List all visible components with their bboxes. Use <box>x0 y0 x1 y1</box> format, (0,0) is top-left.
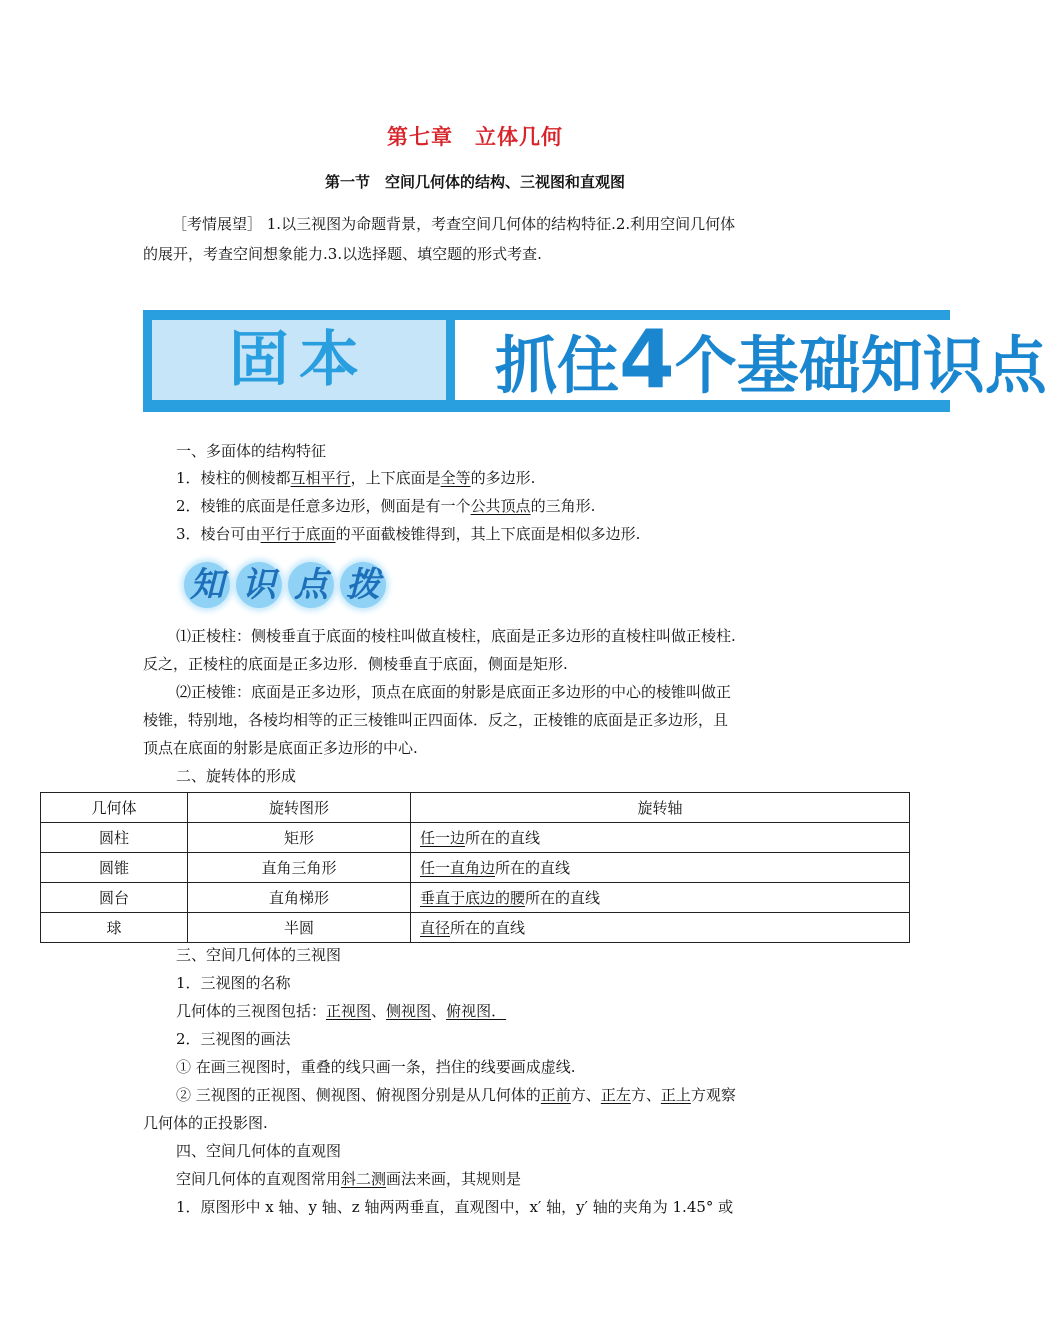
part4-heading: 四、空间几何体的直观图 <box>176 1142 342 1160</box>
tip-1-line-2: 反之，正棱柱的底面是正多边形．侧棱垂直于底面，侧面是矩形. <box>143 655 568 673</box>
tip-2-line-2: 棱锥，特别地，各棱均相等的正三棱锥叫正四面体．反之，正棱锥的底面是正多边形，且 <box>143 711 729 729</box>
table-cell-solid: 圆台 <box>41 883 188 913</box>
answer-blank: 正前 <box>540 1086 571 1104</box>
part1-item-2: 2．棱锥的底面是任意多边形，侧面是有一个公共顶点的三角形. <box>176 497 596 515</box>
answer-blank: 正视图 <box>326 1002 372 1020</box>
answer-blank: 俯视图． <box>446 1002 507 1020</box>
part3-names: 几何体的三视图包括：正视图、侧视图、俯视图． <box>176 1002 507 1020</box>
part3-rule-1: ① 在画三视图时，重叠的线只画一条，挡住的线要画成虚线. <box>176 1058 576 1076</box>
table-header-cell: 旋转图形 <box>188 793 411 823</box>
answer-blank: 平行于底面 <box>260 525 336 543</box>
table-row <box>41 913 910 943</box>
rotation-solids-table <box>40 792 910 943</box>
answer-blank: 正左 <box>600 1086 631 1104</box>
answer-blank: 正上 <box>660 1086 691 1104</box>
answer-blank: 公共顶点 <box>470 497 531 515</box>
banner-left-label: 固本 <box>152 320 446 400</box>
badge-char: 知 <box>184 562 230 608</box>
section-title: 第一节 空间几何体的结构、三视图和直观图 <box>324 173 625 191</box>
badge-char: 拨 <box>340 562 386 608</box>
table-cell-shape: 直角三角形 <box>188 853 411 883</box>
table-row <box>41 823 910 853</box>
part3-rule-2: ② 三视图的正视图、侧视图、俯视图分别是从几何体的正前方、正左方、正上方观察 <box>176 1086 736 1104</box>
table-cell-solid: 圆柱 <box>41 823 188 853</box>
table-row <box>41 883 910 913</box>
answer-blank: 直径 <box>420 919 451 937</box>
banner-right-label <box>495 313 1047 406</box>
badge-char: 识 <box>236 562 282 608</box>
tip-1-line-1: ⑴正棱柱：侧棱垂直于底面的棱柱叫做直棱柱，底面是正多边形的直棱柱叫做正棱柱. <box>176 627 736 645</box>
part3-sub-1: 1．三视图的名称 <box>176 974 291 992</box>
answer-blank: 垂直于底边的腰 <box>420 889 526 907</box>
intro-line-2: 的展开，考查空间想象能力.3.以选择题、填空题的形式考查. <box>143 245 542 263</box>
table-cell-solid: 圆锥 <box>41 853 188 883</box>
banner-text-pre: 抓住 <box>495 329 620 402</box>
section-banner <box>143 310 1047 412</box>
answer-blank: 任一边 <box>420 829 466 847</box>
banner-number: 4 <box>619 313 675 406</box>
part3-sub-2: 2．三视图的画法 <box>176 1030 291 1048</box>
part4-line-2: 1．原图形中 x 轴、y 轴、z 轴两两垂直，直观图中，x′ 轴，y′ 轴的夹角为 1.45° 或 <box>176 1198 734 1216</box>
table-cell-solid: 球 <box>41 913 188 943</box>
table-cell-axis: 垂直于底边的腰所在的直线 <box>411 883 910 913</box>
answer-blank: 任一直角边 <box>420 859 496 877</box>
tip-2-line-3: 顶点在底面的射影是底面正多边形的中心. <box>143 739 418 757</box>
table-cell-axis: 任一直角边所在的直线 <box>411 853 910 883</box>
part3-heading: 三、空间几何体的三视图 <box>176 946 342 964</box>
table-cell-axis: 任一边所在的直线 <box>411 823 910 853</box>
part3-rule-2-cont: 几何体的正投影图. <box>143 1114 268 1132</box>
answer-blank: 全等 <box>440 469 471 487</box>
table-cell-axis: 直径所在的直线 <box>411 913 910 943</box>
table-header-cell: 几何体 <box>41 793 188 823</box>
table-cell-shape: 半圆 <box>188 913 411 943</box>
knowledge-tip-badge <box>180 560 390 612</box>
answer-blank: 互相平行 <box>290 469 351 487</box>
table-cell-shape: 矩形 <box>188 823 411 853</box>
answer-blank: 侧视图 <box>386 1002 432 1020</box>
badge-char: 点 <box>288 562 334 608</box>
part1-item-1: 1．棱柱的侧棱都互相平行，上下底面是全等的多边形. <box>176 469 536 487</box>
table-header-cell: 旋转轴 <box>411 793 910 823</box>
part4-line-1: 空间几何体的直观图常用斜二测画法来画，其规则是 <box>176 1170 522 1188</box>
chapter-title: 第七章 立体几何 <box>387 125 563 149</box>
table-row <box>41 853 910 883</box>
part1-heading: 一、多面体的结构特征 <box>176 442 327 460</box>
part1-item-3: 3．棱台可由平行于底面的平面截棱锥得到，其上下底面是相似多边形. <box>176 525 641 543</box>
intro-line-1: ［考情展望］ 1.以三视图为命题背景，考查空间几何体的结构特征.2.利用空间几何体 <box>172 215 736 233</box>
tip-2-line-1: ⑵正棱锥：底面是正多边形，顶点在底面的射影是底面正多边形的中心的棱锥叫做正 <box>176 683 732 701</box>
part2-heading: 二、旋转体的形成 <box>176 767 297 785</box>
table-header-row <box>41 793 910 823</box>
table-cell-shape: 直角梯形 <box>188 883 411 913</box>
banner-right-panel <box>455 313 1047 406</box>
answer-blank: 斜二测 <box>341 1170 387 1188</box>
banner-text-post: 个基础知识点 <box>674 329 1047 402</box>
